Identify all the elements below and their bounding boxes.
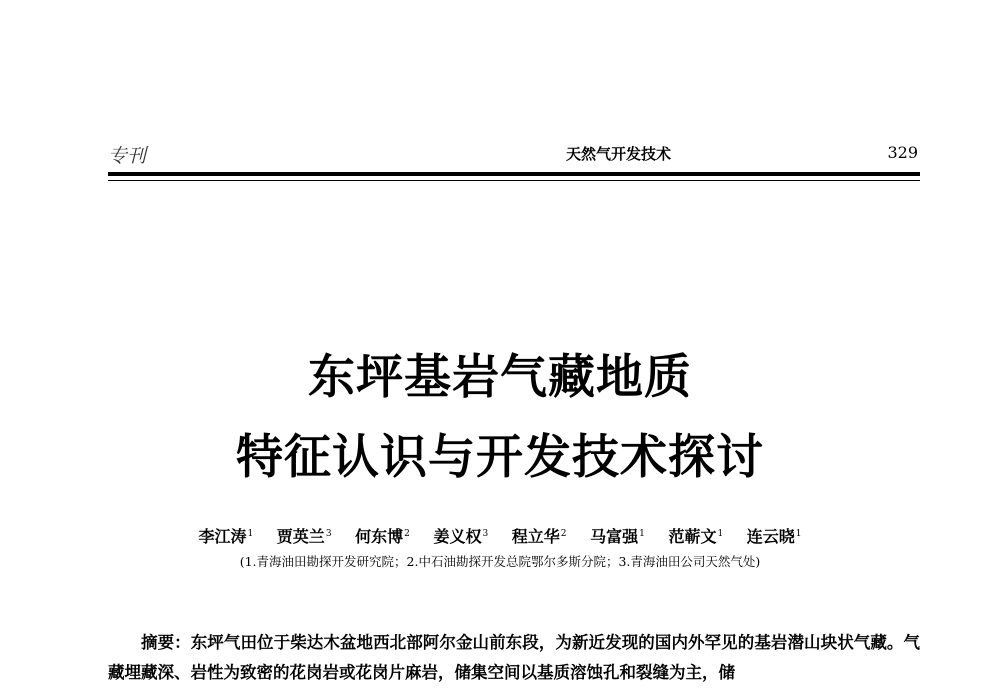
running-header [108,141,918,165]
author [433,527,488,546]
section-label: 专刊 [108,145,147,167]
author-name: 马富强 [590,527,639,546]
author [747,527,802,546]
author-name: 连云晓 [746,527,795,546]
author-name: 何东博 [355,527,404,546]
author-list [0,524,1000,547]
author [277,527,332,546]
title-line-1: 东坪基岩气藏地质 [308,350,692,405]
abstract-text: 东坪气田位于柴达木盆地西北部阿尔金山前东段，为新近发现的国内外罕见的基岩潜山块状气藏。气藏埋藏深、岩性为致密的花岗岩或花岗片麻岩，储集空间以基质溶蚀孔和裂缝为主，储 [108,633,921,682]
page-number: 329 [887,143,918,162]
author-affiliation-mark: 1 [795,528,802,539]
author-affiliation-mark: 2 [404,528,410,539]
journal-name: 天然气开发技术 [566,145,672,163]
author-affiliation-mark: 2 [560,528,567,539]
author-name: 程立华 [511,527,560,546]
author [512,527,567,546]
author-name: 贾英兰 [276,527,325,546]
header-rule-thin [108,180,920,181]
author-affiliation-mark: 3 [325,528,332,539]
author-name: 范蕲文 [668,527,717,546]
author [355,527,410,546]
affiliations: (1.青海油田勘探开发研究院；2.中石油勘探开发总院鄂尔多斯分院；3.青海油田公司天然气处) [239,554,761,569]
header-rule-thick [108,172,920,176]
author [198,527,253,546]
author-affiliation-mark: 1 [247,528,254,539]
author [668,527,723,546]
abstract-label: 摘要： [141,633,191,652]
author-affiliation-mark: 1 [717,528,724,539]
author-name: 姜义权 [433,527,482,546]
author [590,527,645,546]
abstract [108,628,920,688]
title-line-2: 特征认识与开发技术探讨 [236,430,764,485]
author-affiliation-mark: 3 [482,528,489,539]
author-affiliation-mark: 1 [639,528,645,539]
author-name: 李江涛 [198,527,247,546]
